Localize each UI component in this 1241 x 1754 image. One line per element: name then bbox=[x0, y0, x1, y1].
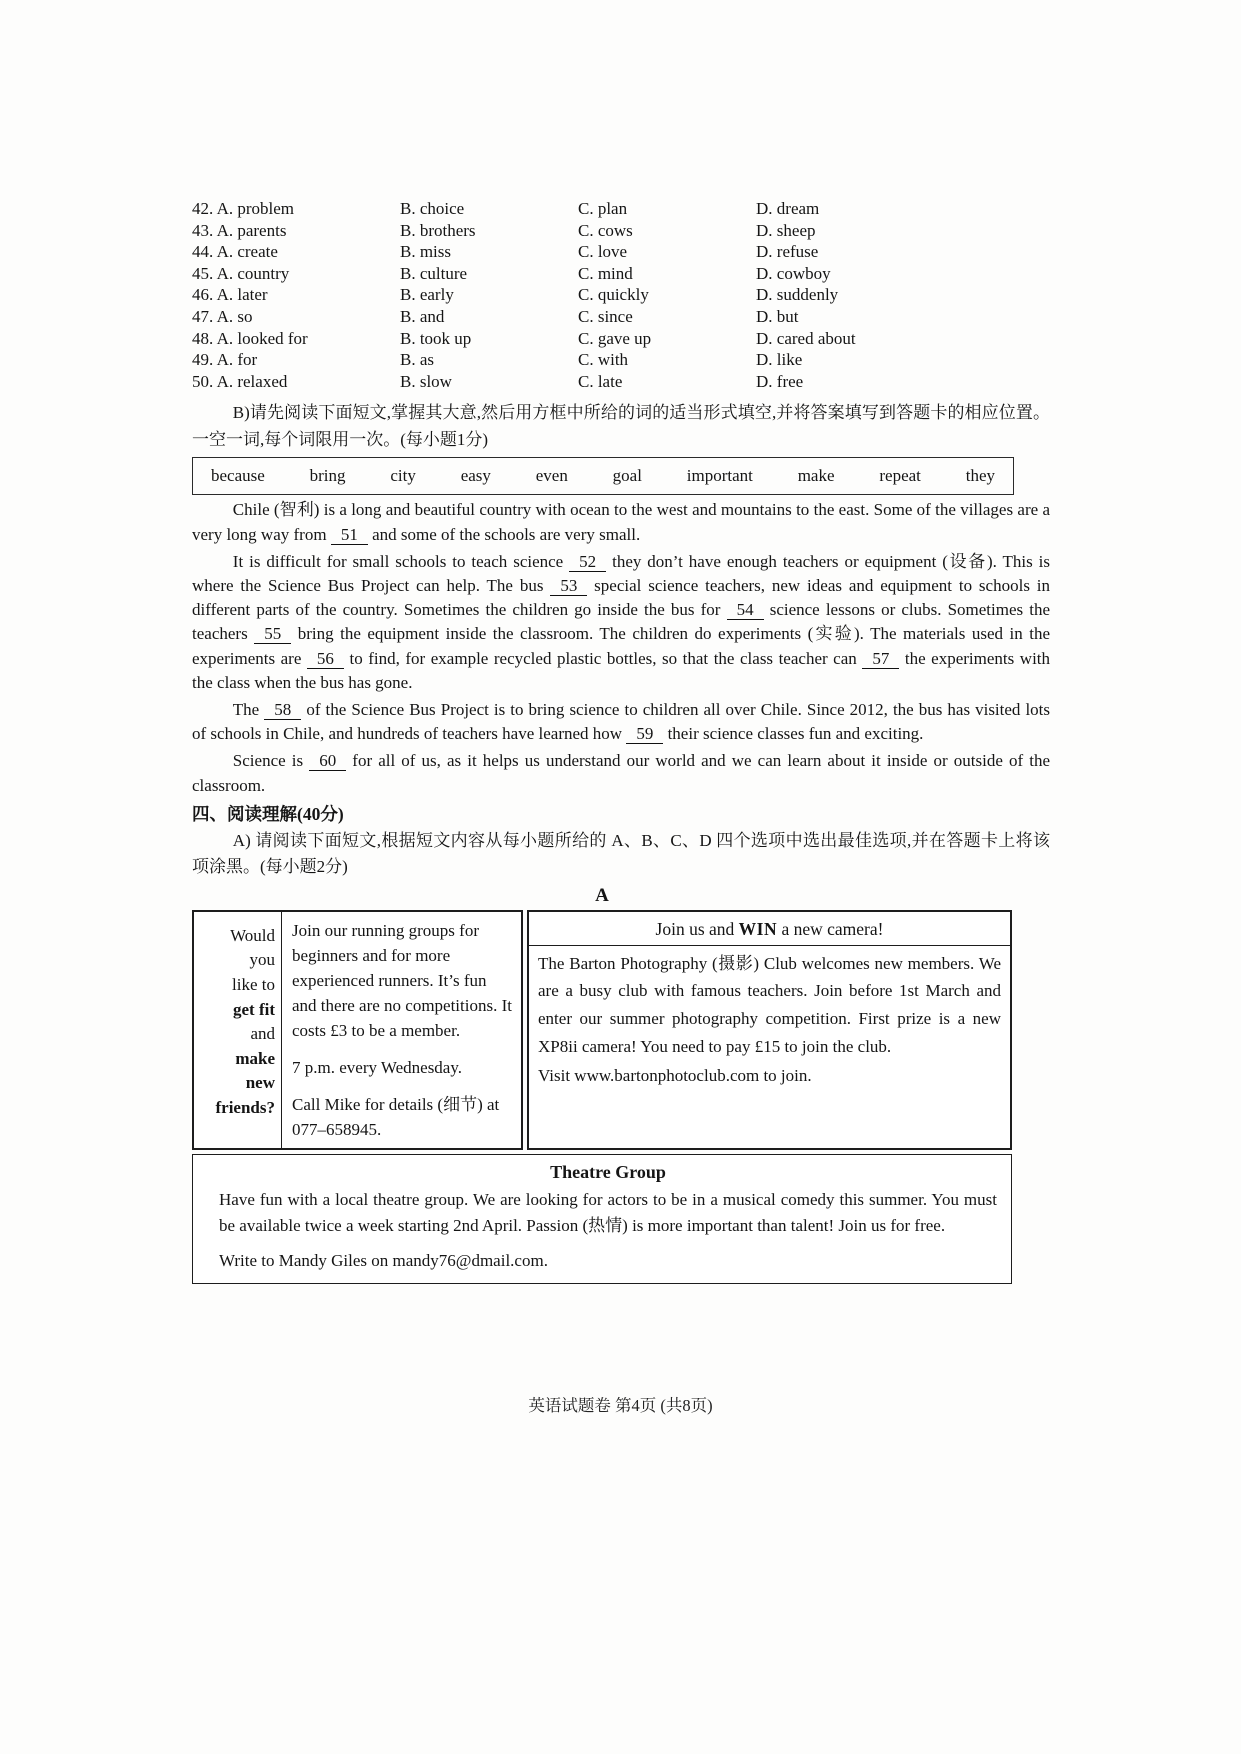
question-number: 44. bbox=[192, 242, 214, 262]
mc-49-option-c: C. with bbox=[578, 350, 629, 370]
word-bank-item: city bbox=[390, 466, 416, 486]
passage-text: to find, for example recycled plastic bottles, so that the class teacher can bbox=[349, 648, 857, 668]
blank-53: 53 bbox=[550, 576, 587, 596]
word-bank-item: bring bbox=[309, 466, 346, 486]
blank-59: 59 bbox=[626, 724, 663, 744]
option-label: A. relaxed bbox=[216, 371, 288, 391]
prompt-line: friends? bbox=[215, 1097, 275, 1117]
option-label: A. country bbox=[216, 263, 290, 283]
mc-43-option-b: B. brothers bbox=[400, 220, 476, 240]
word-bank-item: easy bbox=[460, 466, 491, 486]
passage-text: for all of us, as it helps us understand our world and we can learn about it inside or outside of the classroom. bbox=[192, 751, 1050, 795]
blank-51: 51 bbox=[331, 525, 368, 545]
mc-46-option-c: C. quickly bbox=[578, 285, 649, 305]
prompt-line: and bbox=[250, 1024, 275, 1044]
option-label: A. looked for bbox=[216, 328, 308, 348]
prompt-line: Would bbox=[230, 925, 275, 945]
section-4a-instruction: A) 请阅读下面短文,根据短文内容从每小题所给的 A、B、C、D 四个选项中选出最佳选项,并在答题卡上将该项涂黑。(每小题2分) bbox=[192, 830, 1050, 877]
blank-58: 58 bbox=[264, 700, 301, 720]
word-bank-item: repeat bbox=[879, 466, 921, 486]
mc-42-option-d: D. dream bbox=[756, 199, 820, 218]
running-ad-contact: Call Mike for details (细节) at 077–658945. bbox=[292, 1094, 500, 1139]
page-content bbox=[192, 198, 1050, 1284]
question-number: 43. bbox=[192, 220, 214, 240]
mc-42-option-a bbox=[192, 198, 400, 220]
question-number: 46. bbox=[192, 285, 214, 305]
mc-45-option-d: D. cowboy bbox=[756, 263, 831, 283]
word-bank-box bbox=[192, 457, 1014, 495]
section-b-instruction: B)请先阅读下面短文,掌握其大意,然后用方框中所给的词的适当形式填空,并将答案填写到答题卡的相应位置。一空一词,每个词限用一次。(每小题1分) bbox=[192, 403, 1050, 449]
running-ad-body bbox=[282, 912, 521, 1148]
mc-50-option-b: B. slow bbox=[400, 371, 452, 391]
mc-48-option-c: C. gave up bbox=[578, 328, 652, 348]
cloze-paragraph-4 bbox=[192, 749, 1050, 797]
mc-49-option-a bbox=[192, 349, 400, 371]
mc-45-option-a bbox=[192, 263, 400, 285]
running-ad-text: Join our running groups for beginners and for more experienced runners. It’s fun and there are no competitions. It costs £3 to be a member. bbox=[292, 920, 512, 1040]
mc-48-option-a bbox=[192, 328, 400, 350]
section-4-heading: 四、阅读理解(40分) bbox=[192, 803, 344, 824]
word-bank-item: make bbox=[797, 466, 835, 486]
passage-text: Chile (智利) is a long and beautiful country with ocean to the west and mountains to the east. Some of the villages are a very long way from bbox=[192, 500, 1050, 544]
cloze-paragraph-3 bbox=[192, 698, 1050, 746]
reading-passage-label: A bbox=[595, 884, 609, 906]
theatre-ad-title: Theatre Group bbox=[550, 1161, 666, 1182]
word-bank-item: important bbox=[686, 466, 753, 486]
page-footer: 英语试题卷 第4页 (共8页) bbox=[528, 1396, 713, 1415]
mc-48-option-b: B. took up bbox=[400, 328, 472, 348]
mc-47-option-c: C. since bbox=[578, 306, 633, 326]
mc-44-option-a bbox=[192, 241, 400, 263]
running-club-ad bbox=[192, 910, 523, 1150]
photography-ad-body: The Barton Photography (摄影) Club welcomes new members. We are a busy club with famous teachers. Join before 1st March and enter our summer photography competition. First prize is a new XP8ii camera! You need to pay £15 to join the club. bbox=[538, 953, 1001, 1056]
mc-50-option-a bbox=[192, 371, 400, 393]
question-number: 45. bbox=[192, 263, 214, 283]
mc-44-option-d: D. refuse bbox=[756, 242, 819, 262]
theatre-ad-contact: Write to Mandy Giles on mandy76@dmail.com. bbox=[219, 1251, 548, 1271]
mc-50-option-d: D. free bbox=[756, 371, 804, 391]
option-label: A. later bbox=[216, 285, 268, 305]
option-label: A. create bbox=[216, 242, 278, 262]
blank-56: 56 bbox=[307, 649, 344, 669]
question-number: 48. bbox=[192, 328, 214, 348]
mc-43-option-a bbox=[192, 220, 400, 242]
passage-text: their science classes fun and exciting. bbox=[667, 724, 924, 744]
passage-text: they don’t have enough teachers or equipment (设备). This is where the Science Bus Project can help. The bus bbox=[192, 551, 1050, 595]
mc-43-option-d: D. sheep bbox=[756, 220, 816, 240]
mc-46-option-a bbox=[192, 284, 400, 306]
word-bank-item: they bbox=[965, 466, 995, 486]
passage-text: The bbox=[232, 699, 260, 719]
blank-52: 52 bbox=[569, 552, 606, 572]
option-label: A. parents bbox=[216, 220, 287, 240]
mc-42-option-b: B. choice bbox=[400, 199, 465, 218]
mc-46-option-d: D. suddenly bbox=[756, 285, 839, 305]
mc-45-option-c: C. mind bbox=[578, 263, 633, 283]
header-win-text: WIN bbox=[738, 918, 778, 939]
word-bank-item: because bbox=[211, 466, 265, 486]
word-bank-item: goal bbox=[612, 466, 642, 486]
passage-text: special science teachers, new ideas and equipment to schools in different parts of the country. Sometimes the children go inside the bus for bbox=[192, 575, 1051, 620]
passage-text: of the Science Bus Project is to bring science to children all over Chile. Since 2012, the bus has visited lots of schools in Chile, and hundreds of teachers have learned how bbox=[192, 699, 1051, 744]
mc-49-option-d: D. like bbox=[756, 350, 803, 370]
question-number: 50. bbox=[192, 371, 214, 391]
prompt-line: get fit bbox=[232, 999, 275, 1019]
multiple-choice-grid bbox=[192, 198, 1050, 392]
mc-44-option-b: B. miss bbox=[400, 242, 452, 262]
mc-46-option-b: B. early bbox=[400, 285, 454, 305]
passage-text: and some of the schools are very small. bbox=[372, 524, 641, 544]
word-bank-item: even bbox=[535, 466, 568, 486]
blank-60: 60 bbox=[309, 751, 346, 771]
question-number: 42. bbox=[192, 199, 214, 218]
photography-club-ad bbox=[527, 910, 1012, 1150]
blank-55: 55 bbox=[254, 624, 291, 644]
prompt-line: new bbox=[245, 1073, 275, 1093]
passage-text: Science is bbox=[232, 751, 304, 771]
mc-42-option-c: C. plan bbox=[578, 199, 628, 218]
running-ad-schedule: 7 p.m. every Wednesday. bbox=[292, 1057, 462, 1077]
mc-44-option-c: C. love bbox=[578, 242, 628, 262]
passage-text: the experiments with the class when the bus has gone. bbox=[192, 648, 1051, 692]
option-label: A. problem bbox=[216, 199, 294, 218]
option-label: A. so bbox=[216, 306, 253, 326]
mc-43-option-c: C. cows bbox=[578, 220, 633, 240]
passage-text: It is difficult for small schools to teach science bbox=[232, 551, 564, 571]
question-number: 47. bbox=[192, 306, 214, 326]
blank-57: 57 bbox=[862, 649, 899, 669]
mc-45-option-b: B. culture bbox=[400, 263, 468, 283]
prompt-line: you bbox=[249, 950, 275, 970]
running-ad-prompt bbox=[194, 912, 282, 1148]
photography-ad-website: Visit www.bartonphotoclub.com to join. bbox=[538, 1066, 812, 1086]
photography-ad-header bbox=[529, 912, 1010, 946]
mc-49-option-b: B. as bbox=[400, 350, 434, 370]
question-number: 49. bbox=[192, 350, 214, 370]
mc-47-option-d: D. but bbox=[756, 306, 799, 326]
mc-48-option-d: D. cared about bbox=[756, 328, 856, 348]
theatre-group-ad bbox=[192, 1154, 1012, 1284]
header-text: a new camera! bbox=[781, 918, 884, 939]
theatre-ad-body: Have fun with a local theatre group. We are looking for actors to be in a musical comedy this summer. You must be available twice a week starting 2nd April. Passion (热情) is more important than talent! Join us for free. bbox=[219, 1189, 997, 1235]
passage-text: bring the equipment inside the classroom. The children do experiments (实验). The materials used in the experiments are bbox=[192, 624, 1051, 668]
prompt-line: make bbox=[235, 1048, 275, 1068]
header-text: Join us and bbox=[655, 918, 735, 939]
blank-54: 54 bbox=[727, 600, 764, 620]
advertisements-row bbox=[192, 910, 1012, 1150]
prompt-line: like to bbox=[232, 974, 275, 994]
passage-text: science lessons or clubs. Sometimes the teachers bbox=[192, 600, 1051, 644]
mc-47-option-b: B. and bbox=[400, 306, 445, 326]
option-label: A. for bbox=[216, 350, 258, 370]
cloze-paragraph-2 bbox=[192, 550, 1050, 695]
cloze-paragraph-1 bbox=[192, 498, 1050, 546]
mc-47-option-a bbox=[192, 306, 400, 328]
mc-50-option-c: C. late bbox=[578, 371, 623, 391]
